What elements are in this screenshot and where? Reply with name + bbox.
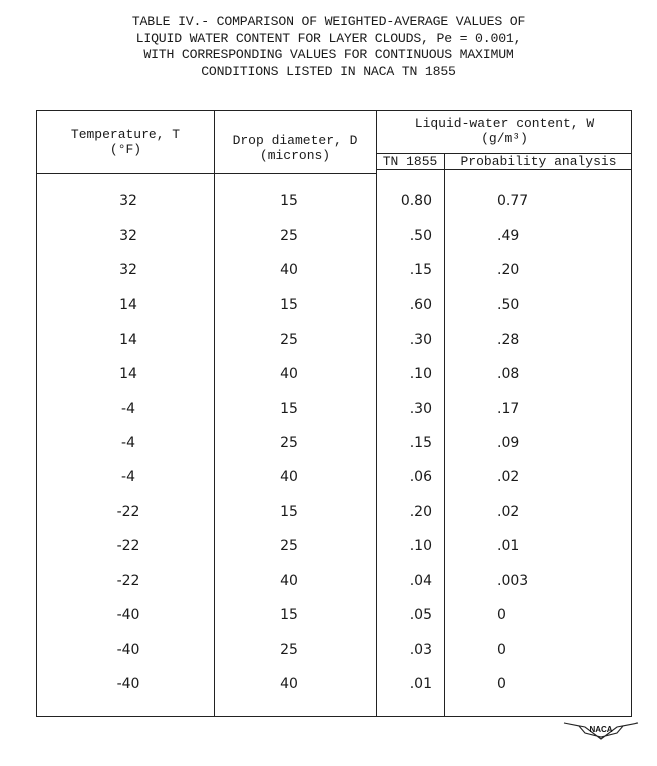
header-drop-diameter <box>214 133 376 163</box>
header-bottom-divider <box>37 173 376 174</box>
cell-drop-diameter: 25 <box>280 228 298 244</box>
cell-probability: .49 <box>497 228 520 244</box>
cell-probability: 0.77 <box>497 193 529 209</box>
cell-tn1855: .10 <box>409 366 432 382</box>
svg-text:NACA: NACA <box>589 725 613 734</box>
cell-drop-diameter: 25 <box>280 538 298 554</box>
cell-probability: .20 <box>497 262 520 278</box>
cell-temperature: -4 <box>121 401 135 417</box>
header-lwc-label: Liquid-water content, W <box>414 116 595 131</box>
cell-tn1855: .01 <box>409 676 432 692</box>
table-row <box>37 260 633 280</box>
naca-logo <box>563 721 639 741</box>
cell-tn1855: .03 <box>409 642 432 658</box>
header-drop-diameter-unit: (microns) <box>259 148 331 163</box>
table-title <box>0 14 657 80</box>
cell-temperature: 32 <box>119 193 137 209</box>
table-row <box>37 640 633 660</box>
table-row <box>37 571 633 591</box>
cell-temperature: 14 <box>119 332 137 348</box>
subheader-bottom-divider <box>376 169 631 170</box>
cell-drop-diameter: 40 <box>280 262 298 278</box>
header-lwc <box>376 116 633 146</box>
cell-tn1855: .05 <box>409 607 432 623</box>
header-probability: Probability analysis <box>460 154 617 169</box>
cell-temperature: -22 <box>116 504 140 520</box>
cell-probability: 0 <box>497 676 506 692</box>
header-temperature-label: Temperature, T <box>70 127 181 142</box>
cell-tn1855: .04 <box>409 573 432 589</box>
cell-drop-diameter: 40 <box>280 573 298 589</box>
cell-probability: 0 <box>497 642 506 658</box>
table-row <box>37 467 633 487</box>
cell-probability: .28 <box>497 332 520 348</box>
cell-temperature: 32 <box>119 262 137 278</box>
header-drop-diameter-label: Drop diameter, D <box>232 133 358 148</box>
cell-drop-diameter: 15 <box>280 504 298 520</box>
title-line-1: TABLE IV.- COMPARISON OF WEIGHTED-AVERAGE VALUES OF <box>131 14 526 29</box>
table-row <box>37 191 633 211</box>
cell-temperature: 14 <box>119 366 137 382</box>
cell-probability: .02 <box>497 469 520 485</box>
cell-tn1855: .60 <box>409 297 432 313</box>
table-row <box>37 502 633 522</box>
cell-probability: .09 <box>497 435 520 451</box>
cell-tn1855: .15 <box>409 435 432 451</box>
cell-tn1855: .20 <box>409 504 432 520</box>
cell-tn1855: .06 <box>409 469 432 485</box>
header-temperature-unit: (°F) <box>109 142 142 157</box>
cell-tn1855: 0.80 <box>400 193 432 209</box>
cell-probability: .17 <box>497 401 520 417</box>
title-line-3: WITH CORRESPONDING VALUES FOR CONTINUOUS MAXIMUM <box>143 47 514 62</box>
table-row <box>37 330 633 350</box>
table-row <box>37 399 633 419</box>
cell-drop-diameter: 40 <box>280 366 298 382</box>
cell-temperature: 14 <box>119 297 137 313</box>
cell-probability: .02 <box>497 504 520 520</box>
cell-tn1855: .30 <box>409 401 432 417</box>
data-table <box>36 110 632 717</box>
naca-wings-icon <box>563 721 639 741</box>
table-row <box>37 536 633 556</box>
cell-temperature: -4 <box>121 469 135 485</box>
cell-drop-diameter: 40 <box>280 676 298 692</box>
cell-probability: .01 <box>497 538 520 554</box>
title-line-4: CONDITIONS LISTED IN NACA TN 1855 <box>201 63 456 79</box>
cell-drop-diameter: 25 <box>280 435 298 451</box>
table-row <box>37 674 633 694</box>
cell-probability: .50 <box>497 297 520 313</box>
cell-probability: .08 <box>497 366 520 382</box>
cell-temperature: -40 <box>116 607 140 623</box>
cell-temperature: -4 <box>121 435 135 451</box>
cell-tn1855: .30 <box>409 332 432 348</box>
header-temperature <box>37 127 214 157</box>
cell-tn1855: .50 <box>409 228 432 244</box>
cell-temperature: -40 <box>116 642 140 658</box>
title-line-2: LIQUID WATER CONTENT FOR LAYER CLOUDS, Pe = 0.001, <box>135 30 522 46</box>
cell-temperature: -40 <box>116 676 140 692</box>
table-row <box>37 433 633 453</box>
table-row <box>37 295 633 315</box>
cell-drop-diameter: 15 <box>280 193 298 209</box>
cell-probability: .003 <box>497 573 529 589</box>
cell-drop-diameter: 15 <box>280 297 298 313</box>
cell-tn1855: .15 <box>409 262 432 278</box>
cell-tn1855: .10 <box>409 538 432 554</box>
table-row <box>37 226 633 246</box>
cell-temperature: -22 <box>116 538 140 554</box>
cell-probability: 0 <box>497 607 506 623</box>
header-tn1855: TN 1855 <box>382 154 438 169</box>
cell-drop-diameter: 40 <box>280 469 298 485</box>
cell-drop-diameter: 15 <box>280 401 298 417</box>
table-row <box>37 364 633 384</box>
table-row <box>37 605 633 625</box>
cell-temperature: 32 <box>119 228 137 244</box>
header-lwc-unit: (g/m³) <box>481 131 528 146</box>
cell-drop-diameter: 25 <box>280 642 298 658</box>
cell-drop-diameter: 25 <box>280 332 298 348</box>
cell-temperature: -22 <box>116 573 140 589</box>
cell-drop-diameter: 15 <box>280 607 298 623</box>
